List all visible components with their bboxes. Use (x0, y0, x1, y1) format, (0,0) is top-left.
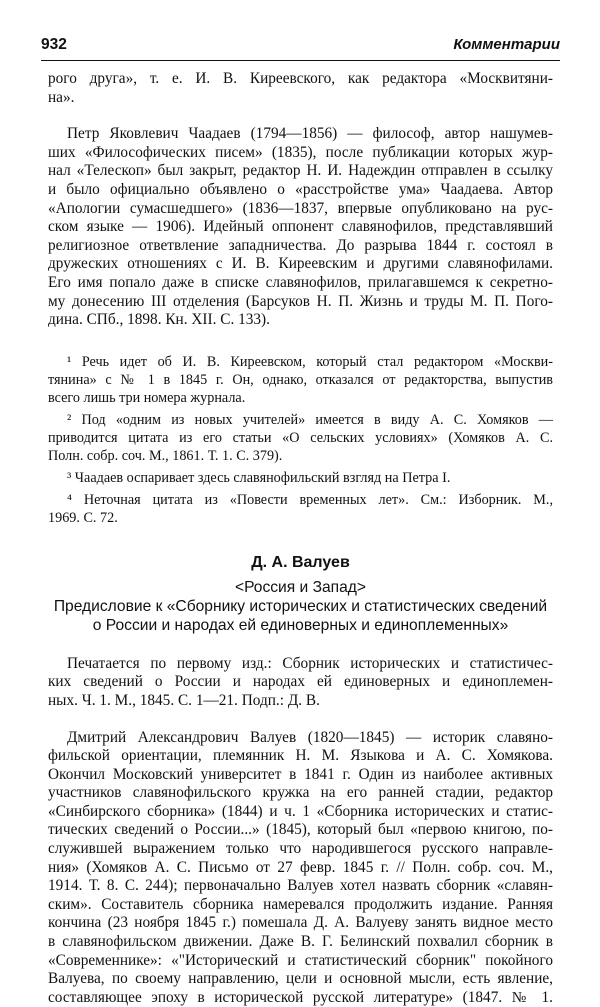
text-line: ния» (Хомяков А. С. Письмо от 27 февр. 1845 г. // Полн. собр. соч. М., (48, 859, 553, 878)
text-line: Печатается по первому изд.: Сборник исторических и статистичес- (48, 655, 553, 674)
section-subtitle: <Россия и Запад> (48, 578, 553, 597)
text-line: Окончил Московский университет в 1841 г. Один из наиболее активных (48, 766, 553, 785)
section-description-line: Предисловие к «Сборнику исторических и статистических сведений (48, 597, 553, 616)
text-line: му донесению III отделения (Барсуков Н. П. Жизнь и труды М. П. Пого- (48, 293, 553, 312)
text-line: «Апологии сумасшедшего» (1836—1837, впервые опубликовано на рус- (48, 200, 553, 219)
text-line: Валуева, по своему направлению, цели и основной мысли, есть явление, (48, 970, 553, 989)
text-line: ших «Философических писем» (1835), после публикации которых жур- (48, 144, 553, 163)
text-line: фильской ориентации, племянник Н. М. Языкова и А. С. Хомякова. (48, 747, 553, 766)
text-line: приводится цитата из его статьи «О сельских условиях» (Хомяков А. С. (48, 429, 553, 447)
text-line: кончина (23 ноября 1845 г.) помешала Д. А. Валуеву занять видное место (48, 914, 553, 933)
text-line: рого друга», т. е. И. В. Киреевского, как редактора «Москвитяни- (48, 70, 553, 89)
footnote-2 (48, 411, 553, 465)
text-line: служившей выражением только что народившегося русского направле- (48, 840, 553, 859)
footnote-3 (48, 469, 553, 487)
text-line: ⁴ Неточная цитата из «Повести временных лет». См.: Изборник. М., (48, 491, 553, 509)
section-title: Д. А. Валуев (48, 553, 553, 573)
text-line: Дмитрий Александрович Валуев (1820—1845) — историк славяно- (48, 729, 553, 748)
text-line: нал «Телескоп» был закрыт, редактор Н. И. Надеждин отправлен в ссылку (48, 162, 553, 181)
text-line: Его имя попало даже в списке славянофилов, прилагавшемся к секретно- (48, 274, 553, 293)
text-line: ных. Ч. 1. М., 1845. С. 1—21. Подп.: Д. В. (48, 692, 553, 711)
text-line: 1914. Т. 8. С. 244); первоначально Валуев хотел назвать сборник «славян- (48, 877, 553, 896)
running-head: Комментарии (453, 36, 560, 53)
text-line: дина. СПб., 1898. Кн. XII. С. 133). (48, 311, 553, 330)
source-note (48, 655, 553, 711)
text-line: ¹ Речь идет об И. В. Киреевском, который стал редактором «Москви- (48, 353, 553, 371)
text-line: ких сведений о России и народах ей единоверных и единоплемен- (48, 673, 553, 692)
page-body (48, 70, 553, 1007)
footnote-4 (48, 491, 553, 527)
text-line: тических сведений о России...» (1845), который был «первою книгою, по- (48, 821, 553, 840)
text-line: Полн. собр. соч. М., 1861. Т. 1. С. 379). (48, 447, 553, 465)
page-header (41, 36, 560, 61)
chaadaev-paragraph (48, 125, 553, 330)
footnote-1 (48, 353, 553, 407)
text-line: ским». Составитель сборника намеревался продолжить издание. Ранняя (48, 896, 553, 915)
text-line: религиозное ответвление западничества. До разрыва 1844 г. состоял в (48, 237, 553, 256)
text-line: ском языке — 1906). Идейный оппонент славянофилов, представлявший (48, 218, 553, 237)
text-line: 1969. С. 72. (48, 509, 553, 527)
text-line: «Синбирского сборника» (1844) и ч. 1 «Сборника исторических и статис- (48, 803, 553, 822)
footnotes (48, 353, 553, 527)
text-line: составляющее эпоху в исторической русской литературе» (1847. № 1. (48, 989, 553, 1007)
valuev-paragraph (48, 729, 553, 1007)
text-line: тянина» с № 1 в 1845 г. Он, однако, отказался от редакторства, выпустив (48, 371, 553, 389)
section-description-line: о России и народах ей единоверных и единоплеменных» (48, 616, 553, 635)
text-line: и было официально объявлено о «расстройстве ума» Чаадаева. Автор (48, 181, 553, 200)
text-line: на». (48, 89, 553, 108)
text-line: Петр Яковлевич Чаадаев (1794—1856) — философ, автор нашумев- (48, 125, 553, 144)
text-line: «Современнике»: «"Исторический и статистический сборник" покойного (48, 952, 553, 971)
text-line: ³ Чаадаев оспаривает здесь славянофильский взгляд на Петра I. (48, 469, 553, 487)
text-line: дружеских отношениях с И. В. Киреевским и другими славянофилами. (48, 255, 553, 274)
text-line: ² Под «одним из новых учителей» имеется в виду А. С. Хомяков — (48, 411, 553, 429)
text-line: участников славянофильского кружка на его ранней стадии, редактор (48, 784, 553, 803)
text-line: всего лишь три номера журнала. (48, 389, 553, 407)
text-line: в славянофильском движении. Даже В. Г. Белинский похвалил сборник в (48, 933, 553, 952)
page-number: 932 (41, 36, 67, 54)
continued-paragraph (48, 70, 553, 107)
